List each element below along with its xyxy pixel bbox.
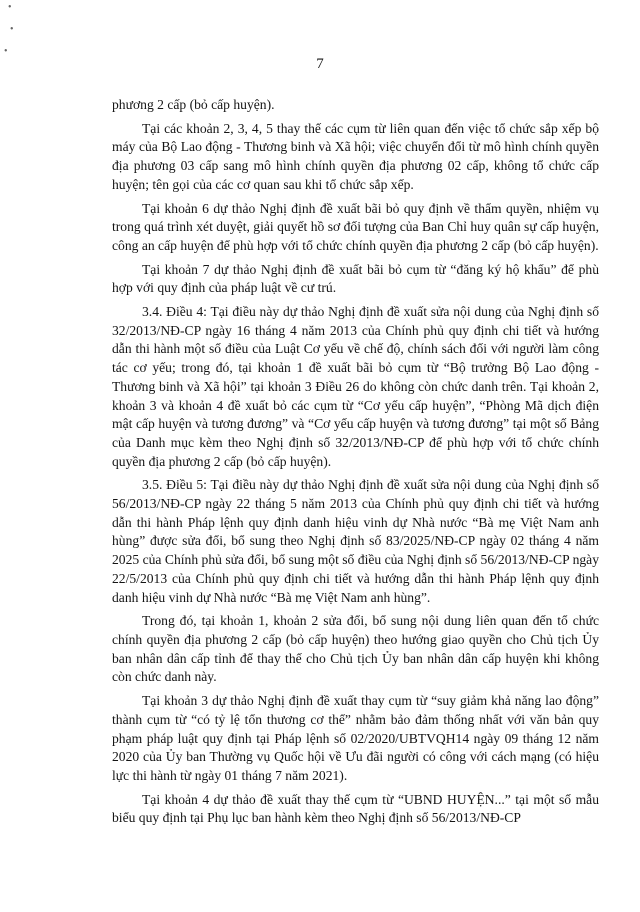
- scan-mark: •: [8, 2, 12, 13]
- document-body: [112, 96, 599, 833]
- paragraph: 3.5. Điều 5: Tại điều này dự thảo Nghị định đề xuất sửa nội dung của Nghị định số 56/2013/NĐ-CP ngày 22 tháng 5 năm 2013 của Chính phủ quy định chi tiết và hướng dẫn thi hành Pháp lệnh quy định danh hiệu vinh dự Nhà nước “Bà mẹ Việt Nam anh hùng” được sửa đổi, bổ sung theo Nghị định số 83/2025/NĐ-CP ngày 02 tháng 4 năm 2025 của Chính phủ sửa đổi, bổ sung một số điều của Nghị định số 56/2013/NĐ-CP ngày 22/5/2013 của Chính phủ quy định chi tiết và hướng dẫn thi hành Pháp lệnh quy định danh hiệu vinh dự Nhà nước “Bà mẹ Việt Nam anh hùng”.: [112, 477, 599, 605]
- paragraph: phương 2 cấp (bỏ cấp huyện).: [112, 97, 275, 112]
- paragraph: Tại khoản 4 dự thảo đề xuất thay thế cụm từ “UBND HUYỆN...” tại một số mẫu biểu quy định tại Phụ lục ban hành kèm theo Nghị định số 56/2013/NĐ-CP: [112, 791, 599, 826]
- paragraph: Tại khoản 6 dự thảo Nghị định đề xuất bãi bỏ quy định về thẩm quyền, nhiệm vụ trong quá trình xét duyệt, giải quyết hồ sơ đối tượng của Ban Chỉ huy quân sự cấp huyện, công an cấp huyện để phù hợp với tổ chức chính quyền địa phương 2 cấp (bỏ cấp huyện).: [112, 200, 599, 253]
- paragraph: Trong đó, tại khoản 1, khoản 2 sửa đổi, bổ sung nội dung liên quan đến tổ chức chính quyền địa phương 2 cấp (bỏ cấp huyện) theo hướng giao quyền cho Chủ tịch Ủy ban nhân dân cấp tỉnh để thay thế cho Chủ tịch Ủy ban nhân dân cấp huyện khi không còn chức danh này.: [112, 613, 599, 685]
- paragraph: Tại khoản 7 dự thảo Nghị định đề xuất bãi bỏ cụm từ “đăng ký hộ khẩu” để phù hợp với quy định của pháp luật về cư trú.: [112, 261, 599, 296]
- paragraph: 3.4. Điều 4: Tại điều này dự thảo Nghị định đề xuất sửa nội dung của Nghị định số 32/2013/NĐ-CP ngày 16 tháng 4 năm 2013 của Chính phủ quy định chi tiết và hướng dẫn thi hành một số điều của Luật Cơ yếu về chế độ, chính sách đối với người làm công tác cơ yếu; trong đó, tại khoản 1 đề xuất bãi bỏ cụm từ “Bộ trưởng Bộ Lao động - Thương binh và Xã hội” tại khoản 3 Điều 26 do không còn chức danh trên. Tại khoản 2, khoản 3 và khoản 4 đề xuất bỏ các cụm từ “Cơ yếu cấp huyện”, “Phòng Mã dịch điện mật cấp huyện và tương đương” và “Cơ yếu cấp huyện và tương đương” tại một số Bảng của Danh mục kèm theo Nghị định số 32/2013/NĐ-CP để phù hợp với tổ chức chính quyền địa phương 2 cấp (bỏ cấp huyện).: [112, 304, 599, 469]
- scan-mark: •: [10, 24, 14, 35]
- page-number: 7: [316, 56, 324, 72]
- paragraph: Tại khoản 3 dự thảo Nghị định đề xuất thay cụm từ “suy giảm khả năng lao động” thành cụm từ “có tỷ lệ tổn thương cơ thể” nhằm bảo đảm thống nhất với văn bản quy phạm pháp luật quy định tại Pháp lệnh số 02/2020/UBTVQH14 ngày 09 tháng 12 năm 2020 của Ủy ban Thường vụ Quốc hội về Ưu đãi người có công với cách mạng (có hiệu lực thi hành từ ngày 01 tháng 7 năm 2021).: [112, 693, 599, 783]
- paragraph: Tại các khoản 2, 3, 4, 5 thay thế các cụm từ liên quan đến việc tổ chức sắp xếp bộ máy của Bộ Lao động - Thương binh và Xã hội; việc chuyển đổi từ mô hình chính quyền địa phương 03 cấp sang mô hình chính quyền địa phương 02 cấp, không tổ chức cấp huyện; tên gọi của các cơ quan sau khi tổ chức sắp xếp.: [112, 120, 599, 192]
- scan-mark: •: [4, 46, 8, 57]
